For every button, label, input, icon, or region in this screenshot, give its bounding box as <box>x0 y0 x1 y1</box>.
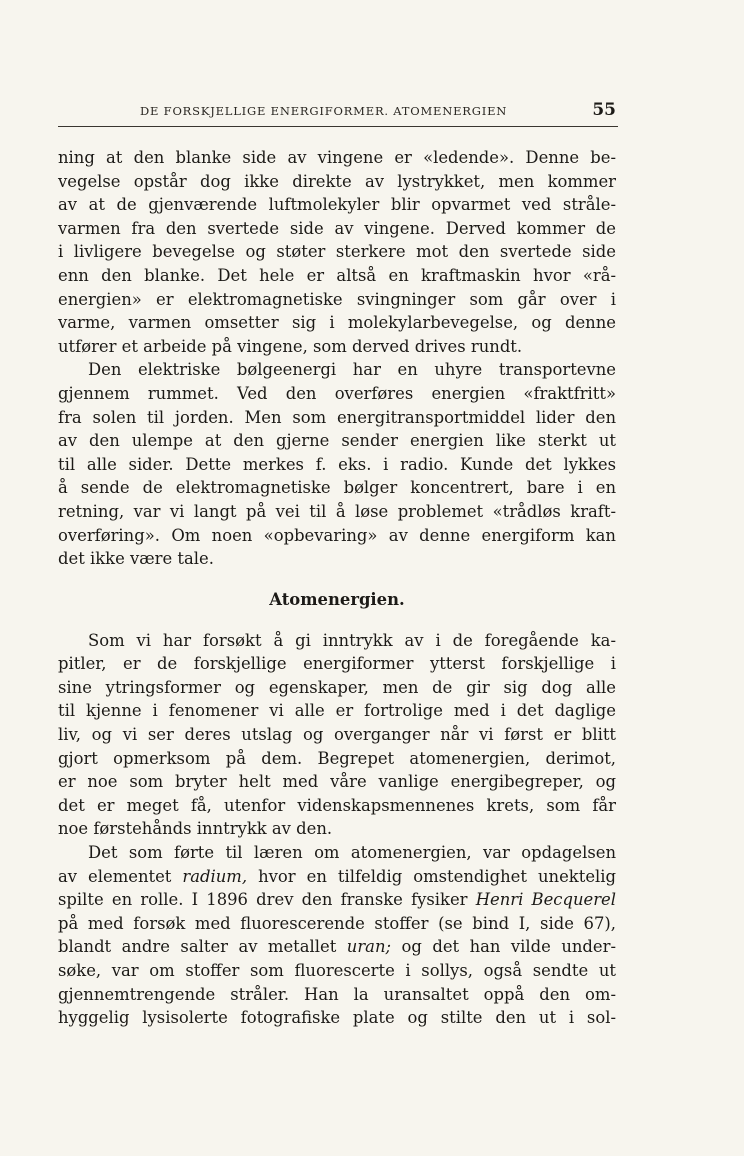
text-line: gjennem rummet. Ved den overføres energien «fraktfritt» <box>58 383 616 403</box>
text-line: søke, var om stoffer som fluorescerte i sollys, også sendte ut <box>58 961 616 980</box>
text-line: gjort opmerksom på dem. Begrepet atomenergien, derimot, <box>58 748 616 768</box>
italic-term: uran; <box>346 937 392 957</box>
body-text <box>58 146 616 1030</box>
text-span: av elementet <box>58 866 183 886</box>
text-line: å sende de elektromagnetiske bølger koncentrert, bare i en <box>58 478 616 498</box>
text-line: sine ytringsformer og egenskaper, men de gir sig dog alle <box>58 677 616 697</box>
paragraph-1 <box>58 146 616 358</box>
paragraph-3 <box>58 629 616 841</box>
text-line: overføring». Om noen «opbevaring» av denne energiform kan <box>58 525 616 545</box>
text-line: Som vi har forsøkt å gi inntrykk av i de foregående ka- <box>88 630 616 650</box>
text-line: pitler, er de forskjellige energiformer ytterst forskjellige i <box>58 654 616 674</box>
text-line: retning, var vi langt på vei til å løse problemet «trådløs kraft- <box>58 501 616 521</box>
text-line: er noe som bryter helt med våre vanlige energibegreper, og <box>58 772 616 792</box>
text-span: hvor en tilfeldig omstendighet unektelig <box>247 866 616 886</box>
text-line: ning at den blanke side av vingene er «ledende». Denne be- <box>58 148 616 167</box>
text-line: varmen fra den svertede side av vingene. Derved kommer de <box>58 218 616 238</box>
text-line: til kjenne i fenomener vi alle er fortrolige med i det daglige <box>58 701 616 721</box>
text-line: på med forsøk med fluorescerende stoffer (se bind I, side 67), <box>58 913 616 933</box>
text-span: spilte en rolle. I 1896 drev den franske fysiker <box>58 890 476 910</box>
text-line: energien» er elektromagnetiske svingninger som går over i <box>58 289 616 309</box>
text-line: varme, varmen omsetter sig i molekylarbevegelse, og denne <box>58 313 616 333</box>
text-line: gjennemtrengende stråler. Han la uransaltet oppå den om- <box>58 984 616 1004</box>
text-line: utfører et arbeide på vingene, som derved drives rundt. <box>58 336 523 356</box>
text-line: enn den blanke. Det hele er altså en kraftmaskin hvor «rå- <box>58 265 616 285</box>
text-line <box>58 935 616 959</box>
text-line: i livligere bevegelse og støter sterkere mot den svertede side <box>58 242 616 262</box>
text-line: noe førstehånds inntrykk av den. <box>58 819 333 839</box>
text-line: av den ulempe at den gjerne sender energien like sterkt ut <box>58 431 616 451</box>
text-line <box>58 888 616 912</box>
paragraph-2 <box>58 358 616 570</box>
paragraph-4 <box>58 841 616 1030</box>
text-line: til alle sider. Dette merkes f. eks. i radio. Kunde det lykkes <box>58 454 616 474</box>
text-line: Det som førte til læren om atomenergien, var opdagelsen <box>88 843 616 863</box>
italic-name: Henri Becquerel <box>475 890 616 910</box>
text-line: hyggelig lysisolerte fotografiske plate og stilte den ut i sol- <box>58 1008 616 1028</box>
text-line: liv, og vi ser deres utslag og overganger når vi først er blitt <box>58 725 616 745</box>
text-line: det er meget få, utenfor videnskapsmennenes krets, som får <box>58 795 616 815</box>
text-line: Den elektriske bølgeenergi har en uhyre transportevne <box>88 360 616 380</box>
text-span: blandt andre salter av metallet <box>58 937 347 957</box>
italic-term: radium, <box>182 866 248 886</box>
page-number: 55 <box>592 100 616 120</box>
running-title: DE FORSKJELLIGE ENERGIFORMER. ATOMENERGIEN <box>140 104 508 118</box>
text-line: fra solen til jorden. Men som energitransportmiddel lider den <box>58 407 616 427</box>
text-line <box>58 865 616 889</box>
text-line: vegelse opstår dog ikke direkte av lystrykket, men kommer <box>58 171 616 191</box>
text-line: det ikke være tale. <box>58 549 214 569</box>
text-line: av at de gjenværende luftmolekyler blir opvarmet ved stråle- <box>58 195 616 215</box>
page-header <box>58 96 618 127</box>
section-heading: Atomenergien. <box>269 589 405 609</box>
text-span: og det han vilde under- <box>391 937 616 957</box>
